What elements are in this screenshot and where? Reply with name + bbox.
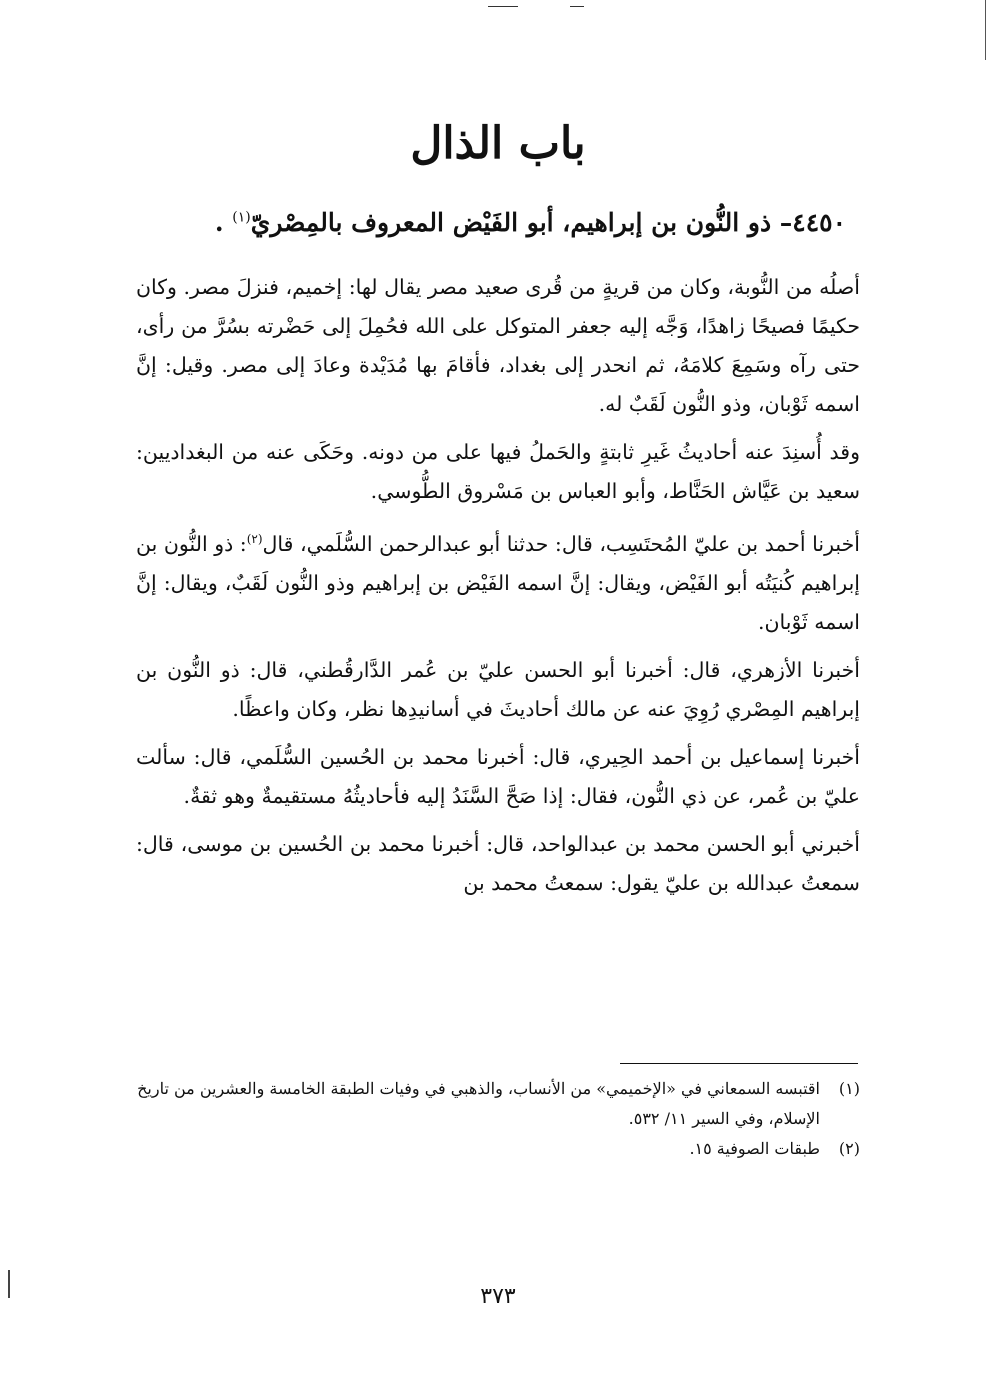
paragraph: أخبرنا إسماعيل بن أحمد الحِيري، قال: أخبرنا محمد بن الحُسين السُّلَمي، قال: سألت عليّ بن عُمر، عن ذي النُّون، فقال: إذا صَحَّ السَّنَدُ إليه فأحاديثُهُ مستقيمةٌ وهو ثقةٌ. xyxy=(136,744,860,808)
paragraph: وقد أُسنِدَ عنه أحاديثُ غَيرِ ثابتةٍ والحَملُ فيها على من دونه. وحَكَى عنه من البغداديين: سعيد بن عَيَّاش الحَنَّاط، وأبو العباس بن مَسْروق الطُّوسي. xyxy=(136,440,860,503)
footnote-ref-1: (١) xyxy=(232,209,251,226)
entry-number: ٤٤٥٠ xyxy=(792,208,846,237)
entry-heading-end: . xyxy=(214,208,233,237)
paragraph-text: أخبرنا أحمد بن عليّ المُحتَسِب، قال: حدثنا أبو عبدالرحمن السُّلَمي، قال xyxy=(262,531,860,556)
entry-heading xyxy=(146,208,846,237)
footnote-ref-2: (٢) xyxy=(246,532,263,546)
chapter-title: باب الذال xyxy=(410,118,586,169)
footnote-separator xyxy=(620,1063,858,1064)
paragraph xyxy=(136,520,860,642)
footnote-item xyxy=(130,1074,860,1134)
footnotes xyxy=(130,1074,860,1164)
scan-marks xyxy=(480,0,590,12)
scan-edge-line xyxy=(985,0,986,60)
page-number: ٣٧٣ xyxy=(480,1284,516,1309)
paragraph: أصلُه من النُّوبة، وكان من قريةٍ من قُرى صعيد مصر يقال لها: إخميم، فنزلَ مصر. وكان حكيمًا فصيحًا زاهدًا، وَجَّه إليه جعفر المتوكل على الله فحُمِلَ إلى حَضْرته بسُرَّ من رأى، حتى رآه وسَمِعَ كلامَهُ، ثم انحدر إلى بغداد، فأقامَ بها مُدَيْدة وعادَ إلى مصر. وقيل: إنَّ اسمه ثَوْبان، وذو النُّون لَقَبٌ له. xyxy=(136,275,860,416)
body-text xyxy=(136,268,860,912)
footnote-text: اقتبسه السمعاني في «الإخميمي» من الأنساب، والذهبي في وفيات الطبقة الخامسة والعشرين من تاريخ الإسلام، وفي السير ١١/ ٥٣٢. xyxy=(137,1079,820,1128)
paragraph: أخبرنا الأزهري، قال: أخبرنا أبو الحسن عليّ بن عُمر الدَّارقُطني، قال: ذو النُّون بن إبراهيم المِصْري رُوِيَ عنه عن مالك أحاديثَ في أسانيدِها نظر، وكان واعظًا. xyxy=(136,657,860,721)
paragraph-text: : ذو النُّون بن إبراهيم كُنيَتُه أبو الفَيْض، ويقال: إنَّ اسمه الفَيْض بن إبراهيم وذو النُّون لَقَبٌ، ويقال: إنَّ اسمه ثَوْبان. xyxy=(136,531,860,634)
footnote-number: (١) xyxy=(838,1079,860,1098)
paragraph: أخبرني أبو الحسن محمد بن عبدالواحد، قال: أخبرنا محمد بن الحُسين بن موسى، قال: سمعتُ عبدالله بن عليّ يقول: سمعتُ محمد بن xyxy=(136,831,860,895)
footnote-text: طبقات الصوفية ١٥. xyxy=(689,1139,820,1158)
footnote-number: (٢) xyxy=(838,1139,860,1158)
entry-heading-text: – ذو النُّون بن إبراهيم، أبو الفَيْض المعروف بالمِصْريّ xyxy=(250,208,793,237)
footnote-item xyxy=(130,1134,860,1164)
